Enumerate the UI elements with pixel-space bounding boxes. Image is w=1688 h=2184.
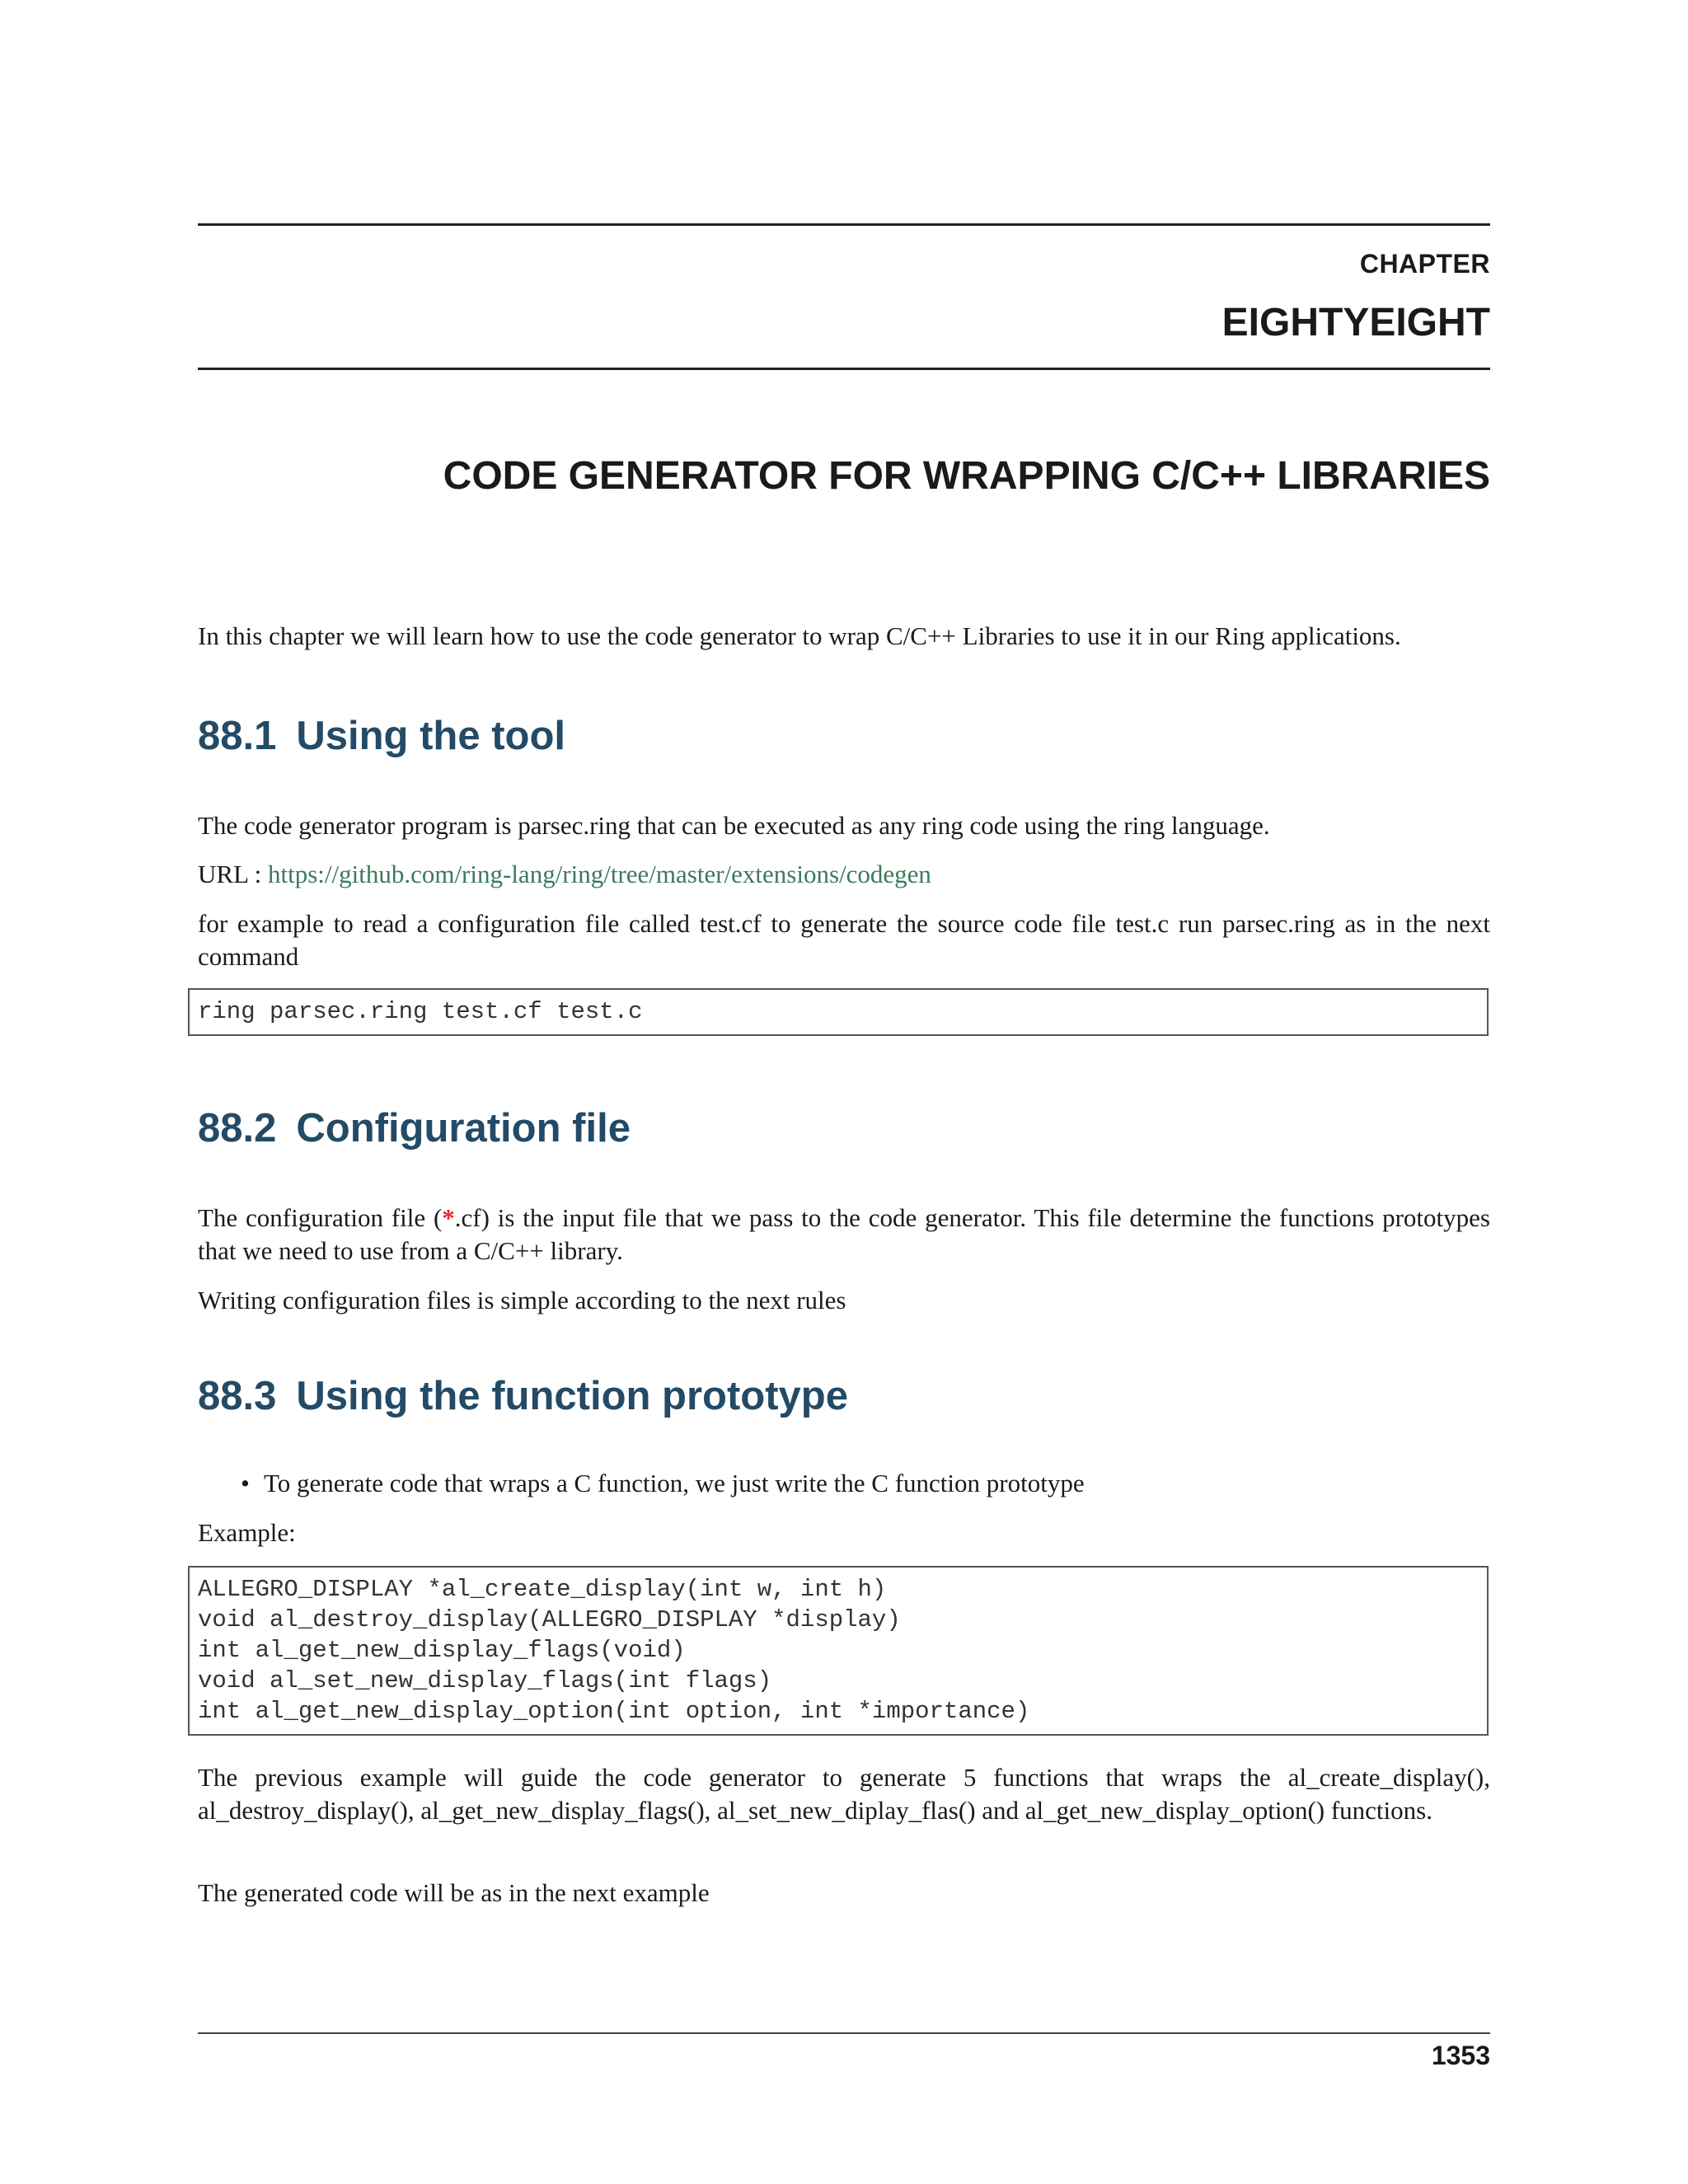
bullet-list xyxy=(241,1467,1085,1500)
chapter-title: CODE GENERATOR FOR WRAPPING C/C++ LIBRARIES xyxy=(443,454,1490,498)
chapter-bottom-rule xyxy=(198,368,1490,370)
chapter-number-word: EIGHTYEIGHT xyxy=(1221,301,1490,344)
paragraph-writing-rules: Writing configuration files is simple according to the next rules xyxy=(198,1286,846,1315)
code-line: int al_get_new_display_option(int option, int *importance) xyxy=(198,1698,1030,1725)
url-label: URL : xyxy=(198,860,268,888)
bullet-icon: • xyxy=(241,1469,250,1497)
code-line: ALLEGRO_DISPLAY *al_create_display(int w, int h) xyxy=(198,1576,887,1603)
code-line: int al_get_new_display_flags(void) xyxy=(198,1637,686,1664)
code-block-command xyxy=(188,988,1489,1036)
intro-paragraph: In this chapter we will learn how to use the code generator to wrap C/C++ Libraries to use it in our Ring applications. xyxy=(198,621,1401,650)
example-label: Example: xyxy=(198,1518,296,1547)
paragraph-parsec-description: The code generator program is parsec.ring that can be executed as any ring code using the ring language. xyxy=(198,811,1270,840)
chapter-top-rule xyxy=(198,223,1490,226)
code-line: void al_set_new_display_flags(int flags) xyxy=(198,1667,772,1694)
paragraph-generated-functions: The previous example will guide the code generator to generate 5 functions that wraps the al_create_display(), al_destroy_display(), al_get_new_display_flags(), al_set_new_diplay_flas() and al_get_new_display_option() functions. xyxy=(198,1763,1490,1825)
paragraph-generated-code: The generated code will be as in the next example xyxy=(198,1878,710,1907)
list-item xyxy=(241,1467,1085,1500)
section-title: Using the function prototype xyxy=(296,1374,848,1418)
asterisk-link[interactable]: * xyxy=(442,1203,455,1232)
text-fragment: The configuration file ( xyxy=(198,1203,443,1232)
section-heading-using-the-tool xyxy=(198,713,565,759)
page-number: 1353 xyxy=(1431,2041,1490,2070)
section-number: 88.2 xyxy=(198,1106,277,1151)
paragraph-example-command: for example to read a configuration file called test.cf to generate the source code file test.c run parsec.ring as in the next command xyxy=(198,909,1490,971)
section-heading-configuration-file xyxy=(198,1105,631,1151)
list-item-text: To generate code that wraps a C function, we just write the C function prototype xyxy=(264,1469,1085,1497)
chapter-label: CHAPTER xyxy=(1359,249,1490,279)
text-fragment: .cf) is the input file that we pass to the code generator. This file determine the functions prototypes that we need to use from a C/C++ library. xyxy=(198,1203,1490,1265)
section-number: 88.3 xyxy=(198,1374,277,1418)
section-number: 88.1 xyxy=(198,714,277,758)
section-title: Using the tool xyxy=(296,714,566,758)
url-paragraph xyxy=(198,858,1490,891)
code-block-prototypes xyxy=(188,1566,1489,1736)
code-line: void al_destroy_display(ALLEGRO_DISPLAY *display) xyxy=(198,1606,901,1633)
code-line: ring parsec.ring test.cf test.c xyxy=(198,998,643,1025)
section-title: Configuration file xyxy=(296,1106,631,1151)
section-heading-function-prototype xyxy=(198,1373,848,1419)
document-page xyxy=(198,0,1490,2184)
paragraph-configuration-file xyxy=(198,1202,1490,1268)
codegen-url-link[interactable]: https://github.com/ring-lang/ring/tree/master/extensions/codegen xyxy=(267,860,931,888)
footer-rule xyxy=(198,2032,1490,2034)
